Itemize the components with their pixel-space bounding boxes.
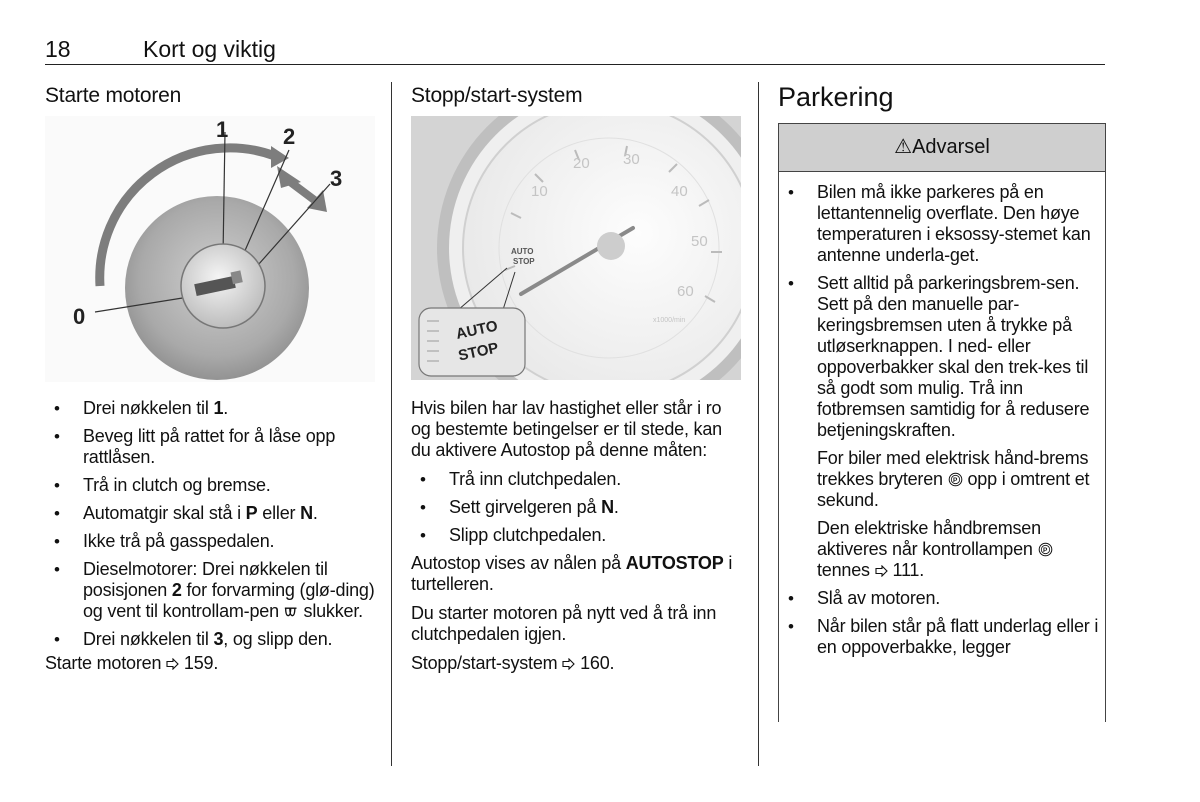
cross-reference-page[interactable]: 111. xyxy=(892,560,925,580)
column-stopp-start xyxy=(411,72,741,682)
cross-reference[interactable]: Starte motoren 159. xyxy=(45,653,219,673)
warning-title: Advarsel xyxy=(912,136,990,158)
list-item: • Når bilen står på flatt underlag eller i en oppoverbakke, legger xyxy=(779,616,1099,658)
ignition-lock-illustration xyxy=(45,116,375,382)
autostop-small-auto: AUTO xyxy=(511,247,534,256)
list-item: • Drei nøkkelen til 1. xyxy=(45,398,375,419)
intro-paragraph: Hvis bilen har lav hastighet eller står i ro og bestemte betingelser er til stede, kan du aktivere Autostop på denne måten: xyxy=(411,398,722,460)
section-title: Parkering xyxy=(778,82,894,112)
warning-icon: ⚠ xyxy=(894,136,913,158)
list-item: • Ikke trå på gasspedalen. xyxy=(45,531,375,552)
page-header xyxy=(45,34,1105,65)
list-item: • Dieselmotorer: Drei nøkkelen til posisjonen 2 for forvarming (glø-ding) og vent til kontrollam-pen slukker. xyxy=(45,559,375,622)
chapter-title: Kort og viktig xyxy=(143,36,276,62)
list-item: • Trå in clutch og bremse. xyxy=(45,475,375,496)
key-position-1: 1 xyxy=(216,117,229,142)
warning-list xyxy=(779,588,1099,658)
key-position-0: 0 xyxy=(73,304,86,329)
ignition-key-figure xyxy=(45,116,375,382)
column-divider xyxy=(391,82,392,766)
warning-box xyxy=(778,123,1106,722)
tachometer-figure xyxy=(411,116,741,380)
autostop-small-stop: STOP xyxy=(513,257,535,266)
warning-subparagraph: For biler med elektrisk hånd-brems trekkes bryteren P opp i omtrent et sekund. xyxy=(817,448,1090,510)
restart-paragraph: Du starter motoren på nytt ved å trå inn clutchpedalen igjen. xyxy=(411,603,717,644)
key-position-2: 2 xyxy=(283,124,296,149)
parking-brake-icon xyxy=(1038,542,1053,557)
reference-arrow-icon xyxy=(562,658,575,670)
warning-header xyxy=(779,124,1105,172)
column-parkering xyxy=(778,72,1106,722)
cross-reference[interactable]: Stopp/start-system 160. xyxy=(411,653,615,673)
parking-brake-icon xyxy=(948,472,963,487)
tick-label: 50 xyxy=(691,233,708,250)
column-divider xyxy=(758,82,759,766)
section-title: Stopp/start-system xyxy=(411,84,583,107)
tick-label: 10 xyxy=(531,183,548,200)
reference-arrow-icon xyxy=(875,565,888,577)
warning-list xyxy=(779,182,1099,441)
column-starte-motoren xyxy=(45,72,375,674)
tick-label: 20 xyxy=(573,155,590,172)
tick-label: 40 xyxy=(671,183,688,200)
autostop-big-auto: AUTO xyxy=(454,317,500,343)
reference-arrow-icon xyxy=(166,658,179,670)
list-item: • Bilen må ikke parkeres på en lettantennelig overflate. Den høye temperaturen i eksossy-stemet kan antenne underla-get. xyxy=(779,182,1099,266)
autostop-steps-list xyxy=(411,469,741,546)
autostop-big-stop: STOP xyxy=(456,339,501,365)
list-item: • Automatgir skal stå i P eller N. xyxy=(45,503,375,524)
list-item: • Slå av motoren. xyxy=(779,588,1099,609)
tick-label: 30 xyxy=(623,151,640,168)
svg-text:P: P xyxy=(952,477,957,484)
list-item: • Sett girvelgeren på N. xyxy=(411,497,741,518)
list-item: • Drei nøkkelen til 3, og slipp den. xyxy=(45,629,375,650)
page-number: 18 xyxy=(45,36,71,62)
tachometer-illustration xyxy=(411,116,741,380)
section-title: Starte motoren xyxy=(45,84,182,107)
list-item: • Trå inn clutchpedalen. xyxy=(411,469,741,490)
list-item: • Beveg litt på rattet for å låse opp rattlåsen. xyxy=(45,426,375,468)
start-steps-list xyxy=(45,398,375,650)
autostop-paragraph: Autostop vises av nålen på AUTOSTOP i turtelleren. xyxy=(411,553,733,594)
key-position-3: 3 xyxy=(330,166,343,191)
svg-text:P: P xyxy=(1042,547,1047,554)
warning-subparagraph: Den elektriske håndbremsen aktiveres når kontrollampen P tennes 111. xyxy=(817,518,1099,581)
warning-body xyxy=(779,172,1105,658)
glow-plug-icon xyxy=(284,604,299,619)
tick-label: 60 xyxy=(677,283,694,300)
list-item: • Sett alltid på parkeringsbrem-sen. Sett på den manuelle par-keringsbremsen uten å trykke på utløserknappen. I ned- eller oppoverbakker skal den trek-kes til så godt som mulig. Trå inn fotbremsen samtidig for å redusere betjeningskraften. xyxy=(779,273,1099,441)
unit-label: x1000/min xyxy=(653,317,686,324)
list-item: • Slipp clutchpedalen. xyxy=(411,525,741,546)
